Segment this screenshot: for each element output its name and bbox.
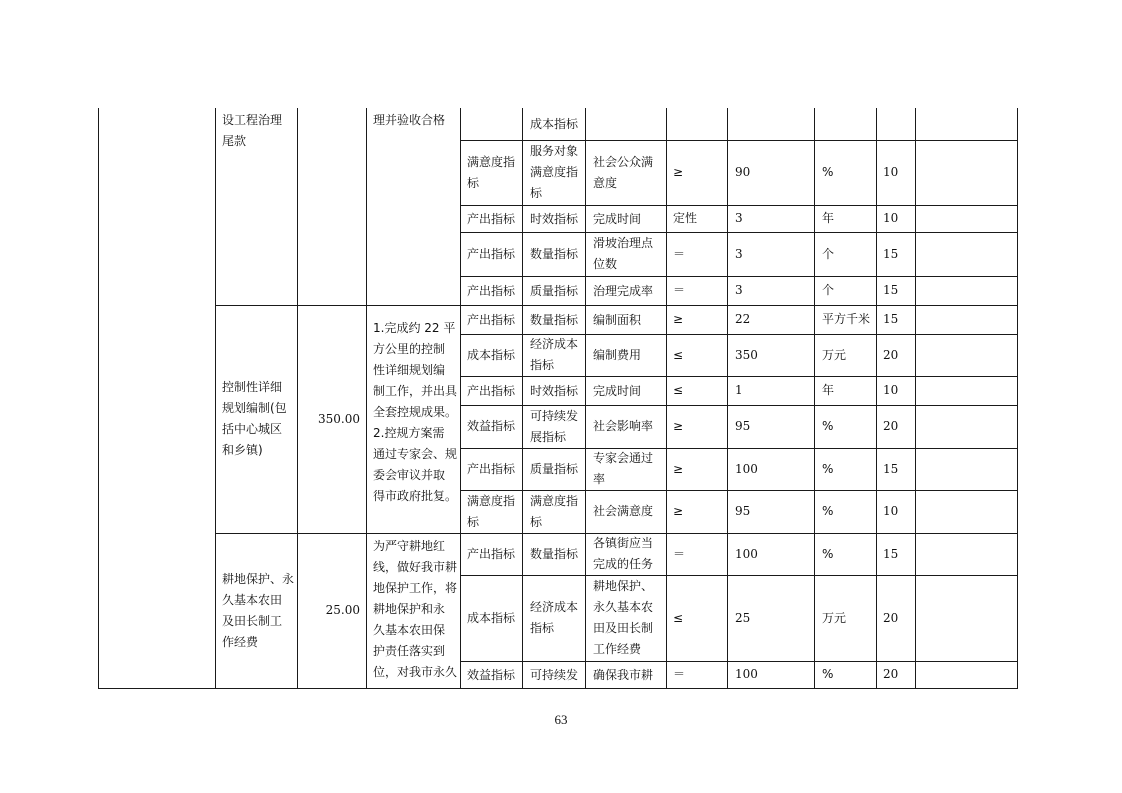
- indicator-level1: [467, 405, 519, 448]
- column-divider: [1017, 108, 1018, 688]
- indicator-value: [735, 448, 812, 490]
- indicator-value-text: 25: [735, 610, 751, 625]
- indicator-operator-text: ≥: [673, 165, 684, 179]
- indicator-operator: [673, 405, 726, 448]
- indicator-unit: [822, 334, 874, 376]
- indicator-name: [593, 405, 664, 448]
- column-divider: [585, 108, 586, 688]
- project-target: [373, 318, 457, 518]
- indicator-unit-text: %: [822, 461, 834, 476]
- indicator-operator-text: ＝: [673, 283, 686, 297]
- indicator-level2: [530, 334, 583, 376]
- project-target: [373, 110, 457, 130]
- project-target-text: 1.完成约 22 平 方公里的控制 性详细规划编 制工作，并出具 全套控规成果。 2.控规方案需 通过专家会、规 委会审议并取 得市政府批复。: [373, 321, 458, 503]
- project-amount: [299, 305, 360, 533]
- indicator-name-text: 耕地保护、 永久基本农 田及田长制 工作经费: [593, 579, 654, 656]
- indicator-level2: [530, 575, 583, 661]
- column-divider: [297, 108, 298, 688]
- indicator-weight: [883, 108, 914, 140]
- indicator-weight-text: 20: [883, 419, 899, 433]
- indicator-level2: [530, 232, 583, 276]
- indicator-name: [593, 575, 664, 661]
- indicator-unit: [822, 232, 874, 276]
- indicator-name: [593, 305, 664, 334]
- indicator-weight-text: 10: [883, 165, 899, 179]
- indicator-unit: [822, 108, 874, 140]
- indicator-weight-text: 10: [883, 504, 899, 518]
- indicator-weight: [883, 232, 914, 276]
- project-name: [222, 110, 294, 158]
- indicator-weight: [883, 405, 914, 448]
- indicator-weight-text: 15: [883, 546, 899, 561]
- table-border-left: [98, 108, 99, 688]
- indicator-level1: [467, 232, 519, 276]
- indicator-operator-text: ≤: [673, 610, 684, 625]
- indicator-value-text: 100: [735, 461, 758, 476]
- indicator-level1-text: 满意度指 标: [467, 154, 516, 190]
- project-amount: [299, 533, 360, 688]
- indicator-name: [593, 376, 664, 405]
- indicator-value: [735, 533, 812, 575]
- indicator-name: [593, 334, 664, 376]
- indicator-value-text: 22: [735, 312, 751, 326]
- indicator-name-text: 各镇街应当 完成的任务: [593, 536, 654, 571]
- project-amount-text: 350.00: [318, 411, 360, 426]
- indicator-unit: [822, 405, 874, 448]
- indicator-value-text: 3: [735, 246, 743, 261]
- indicator-name: [593, 490, 664, 533]
- project-target: [373, 536, 457, 686]
- indicator-name-text: 确保我市耕: [593, 667, 654, 682]
- indicator-unit: [822, 661, 874, 688]
- indicator-level2-text: 成本指标: [530, 117, 579, 131]
- indicator-name-text: 编制费用: [593, 347, 642, 362]
- project-name: [222, 533, 294, 688]
- indicator-weight: [883, 334, 914, 376]
- indicator-weight: [883, 305, 914, 334]
- indicator-level1: [467, 276, 519, 305]
- project-name-text: 耕地保护、永 久基本农田 及田长制工 作经费: [222, 571, 295, 649]
- indicator-value-text: 100: [735, 667, 758, 681]
- indicator-level2-text: 时效指标: [530, 211, 579, 226]
- indicator-weight-text: 15: [883, 461, 899, 476]
- indicator-level1: [467, 490, 519, 533]
- project-amount-text: 25.00: [325, 603, 360, 617]
- indicator-name: [593, 140, 664, 205]
- indicator-value: [735, 232, 812, 276]
- indicator-name-text: 社会满意度: [593, 504, 654, 518]
- indicator-level2: [530, 661, 583, 688]
- indicator-operator: [673, 490, 726, 533]
- indicator-operator-text: ＝: [673, 546, 686, 561]
- indicator-operator: [673, 376, 726, 405]
- indicator-operator: [673, 276, 726, 305]
- indicator-level2-text: 满意度指 标: [530, 493, 579, 529]
- table-border-bottom: [98, 688, 1018, 689]
- column-divider: [727, 108, 728, 688]
- indicator-level1-text: 产出指标: [467, 461, 516, 476]
- indicator-operator-text: ≥: [673, 312, 684, 326]
- indicator-value: [735, 305, 812, 334]
- indicator-weight-text: 10: [883, 383, 899, 397]
- indicator-weight: [883, 376, 914, 405]
- column-divider: [460, 108, 461, 688]
- indicator-level2-text: 可持续发 展指标: [530, 408, 579, 444]
- indicator-operator: [673, 334, 726, 376]
- indicator-level2: [530, 276, 583, 305]
- indicator-value: [735, 376, 812, 405]
- project-name-text: 控制性详细 规划编制(包 括中心城区 和乡镇): [222, 380, 287, 457]
- indicator-operator: [673, 108, 726, 140]
- column-divider: [876, 108, 877, 688]
- indicator-name: [593, 276, 664, 305]
- indicator-value-text: 95: [735, 419, 751, 433]
- indicator-unit-text: 万元: [822, 347, 847, 362]
- indicator-weight: [883, 533, 914, 575]
- indicator-name: [593, 232, 664, 276]
- indicator-level2-text: 数量指标: [530, 246, 579, 261]
- indicator-level1: [467, 205, 519, 232]
- indicator-level1-text: 产出指标: [467, 211, 516, 226]
- indicator-weight: [883, 490, 914, 533]
- indicator-unit: [822, 376, 874, 405]
- indicator-value: [735, 490, 812, 533]
- indicator-level2-text: 质量指标: [530, 461, 579, 476]
- project-target-text: 为严守耕地红 线，做好我市耕 地保护工作，将 耕地保护和永 久基本农田保 护责任落实到 位，对我市永久: [373, 539, 458, 679]
- indicator-name-text: 社会公众满 意度: [593, 154, 654, 190]
- indicator-operator-text: ≤: [673, 347, 684, 362]
- indicator-value-text: 1: [735, 383, 743, 397]
- indicator-operator: [673, 448, 726, 490]
- indicator-value-text: 100: [735, 546, 758, 561]
- indicator-level1-text: 满意度指 标: [467, 493, 516, 529]
- indicator-unit-text: 万元: [822, 610, 847, 625]
- indicator-name: [593, 533, 664, 575]
- indicator-level1: [467, 533, 519, 575]
- indicator-level1-text: 产出指标: [467, 283, 516, 298]
- indicator-level2: [530, 376, 583, 405]
- indicator-value-text: 3: [735, 211, 743, 225]
- indicator-weight: [883, 575, 914, 661]
- indicator-value: [735, 276, 812, 305]
- indicator-operator: [673, 305, 726, 334]
- indicator-weight-text: 20: [883, 610, 899, 625]
- indicator-weight-text: 15: [883, 283, 899, 297]
- indicator-level1-text: 产出指标: [467, 312, 516, 327]
- indicator-unit: [822, 448, 874, 490]
- indicator-weight-text: 20: [883, 667, 899, 681]
- indicator-unit-text: %: [822, 165, 834, 179]
- indicator-weight-text: 15: [883, 312, 899, 326]
- project-target-text: 理并验收合格: [373, 113, 446, 127]
- indicator-level2-text: 质量指标: [530, 283, 579, 298]
- indicator-level1: [467, 140, 519, 205]
- indicator-level1-text: 产出指标: [467, 546, 516, 561]
- indicator-weight: [883, 276, 914, 305]
- project-name-text: 设工程治理 尾款: [222, 113, 283, 148]
- indicator-name-text: 完成时间: [593, 211, 642, 226]
- indicator-operator-text: ＝: [673, 246, 686, 261]
- indicator-unit-text: %: [822, 546, 834, 561]
- indicator-name: [593, 205, 664, 232]
- indicator-level2: [530, 305, 583, 334]
- indicator-weight-text: 20: [883, 347, 899, 362]
- project-name: [222, 305, 294, 533]
- indicator-operator: [673, 140, 726, 205]
- column-divider: [666, 108, 667, 688]
- indicator-unit-text: %: [822, 667, 834, 681]
- indicator-name-text: 滑坡治理点 位数: [593, 236, 654, 271]
- indicator-value: [735, 140, 812, 205]
- indicator-unit: [822, 490, 874, 533]
- column-divider: [814, 108, 815, 688]
- indicator-value: [735, 334, 812, 376]
- indicator-level2-text: 数量指标: [530, 312, 579, 327]
- indicator-level2-text: 服务对象 满意度指 标: [530, 144, 579, 200]
- indicator-level2: [530, 490, 583, 533]
- indicator-name-text: 完成时间: [593, 383, 642, 398]
- indicator-unit-text: 年: [822, 211, 835, 225]
- indicator-weight: [883, 205, 914, 232]
- page-number: 63: [554, 712, 568, 727]
- indicator-level1: [467, 334, 519, 376]
- indicator-level1-text: 产出指标: [467, 383, 516, 398]
- indicator-value: [735, 108, 812, 140]
- indicator-level1-text: 成本指标: [467, 610, 516, 625]
- indicator-name-text: 治理完成率: [593, 283, 654, 298]
- indicator-unit-text: 个: [822, 246, 835, 261]
- column-divider: [366, 108, 367, 688]
- indicator-name-text: 社会影响率: [593, 419, 654, 433]
- indicator-level2-text: 时效指标: [530, 383, 579, 398]
- indicator-level1: [467, 108, 519, 140]
- indicator-operator: [673, 661, 726, 688]
- indicator-unit: [822, 305, 874, 334]
- indicator-operator: [673, 205, 726, 232]
- indicator-operator-text: ＝: [673, 667, 686, 681]
- indicator-level2-text: 经济成本 指标: [530, 600, 579, 635]
- indicator-level2: [530, 448, 583, 490]
- indicator-operator: [673, 232, 726, 276]
- indicator-value-text: 3: [735, 283, 743, 297]
- indicator-unit: [822, 205, 874, 232]
- indicator-level2-text: 经济成本 指标: [530, 337, 579, 372]
- indicator-operator-text: ≥: [673, 419, 684, 433]
- indicator-level2: [530, 205, 583, 232]
- indicator-unit-text: %: [822, 504, 834, 518]
- indicator-unit: [822, 276, 874, 305]
- indicator-level1-text: 成本指标: [467, 347, 516, 362]
- column-divider: [522, 108, 523, 688]
- indicator-level1-text: 效益指标: [467, 667, 516, 682]
- indicator-level2: [530, 108, 583, 140]
- indicator-name: [593, 448, 664, 490]
- indicator-value: [735, 205, 812, 232]
- indicator-unit-text: 年: [822, 383, 835, 397]
- indicator-unit: [822, 533, 874, 575]
- indicator-name-text: 编制面积: [593, 312, 642, 327]
- indicator-unit-text: 个: [822, 283, 835, 297]
- indicator-unit: [822, 140, 874, 205]
- indicator-weight: [883, 661, 914, 688]
- indicator-level2: [530, 533, 583, 575]
- indicator-name: [593, 661, 664, 688]
- indicator-value-text: 350: [735, 347, 758, 362]
- indicator-unit-text: 平方千米: [822, 312, 871, 326]
- indicator-value: [735, 405, 812, 448]
- indicator-value: [735, 575, 812, 661]
- indicator-level1: [467, 376, 519, 405]
- indicator-value-text: 95: [735, 504, 751, 518]
- indicator-unit: [822, 575, 874, 661]
- indicator-level1: [467, 448, 519, 490]
- indicator-level2-text: 可持续发: [530, 667, 579, 682]
- column-divider: [915, 108, 916, 688]
- project-amount: [299, 108, 360, 305]
- indicator-level2: [530, 405, 583, 448]
- indicator-value-text: 90: [735, 165, 751, 179]
- indicator-name-text: 专家会通过 率: [593, 451, 654, 486]
- indicator-operator-text: ≥: [673, 504, 684, 518]
- indicator-level1-text: 效益指标: [467, 419, 516, 433]
- indicator-level2-text: 数量指标: [530, 546, 579, 561]
- indicator-operator: [673, 533, 726, 575]
- indicator-value: [735, 661, 812, 688]
- indicator-level1: [467, 305, 519, 334]
- indicator-level1: [467, 661, 519, 688]
- indicator-operator-text: ≥: [673, 461, 684, 476]
- indicator-operator-text: 定性: [673, 211, 698, 225]
- indicator-weight: [883, 448, 914, 490]
- indicator-level1: [467, 575, 519, 661]
- indicator-operator-text: ≤: [673, 383, 684, 397]
- indicator-name: [593, 108, 664, 140]
- indicator-unit-text: %: [822, 419, 834, 433]
- indicator-operator: [673, 575, 726, 661]
- column-divider: [215, 108, 216, 688]
- indicator-level2: [530, 140, 583, 205]
- indicator-weight-text: 15: [883, 246, 899, 261]
- indicator-level1-text: 产出指标: [467, 246, 516, 261]
- indicator-weight-text: 10: [883, 211, 899, 225]
- indicator-weight: [883, 140, 914, 205]
